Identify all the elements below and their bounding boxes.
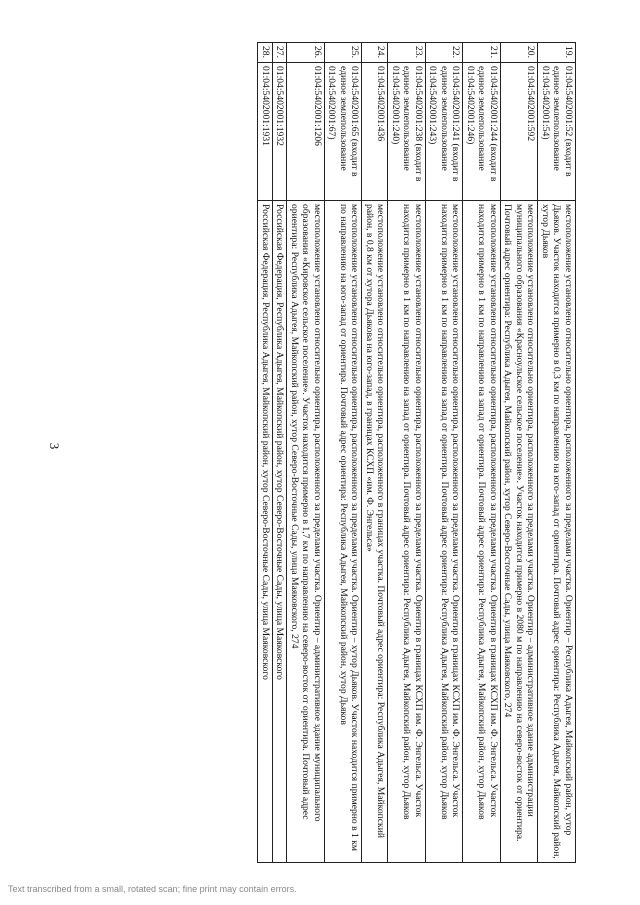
- cadastral-number: 01:04:5402001:1932: [273, 63, 288, 201]
- cadastral-number: 01:04:5402001:65 (входит в единое землепользование 01:04:5402001:67): [325, 63, 363, 201]
- table-row: [501, 43, 539, 863]
- registry-table-wrapper: [68, 42, 576, 862]
- cadastral-number: 01:04:5402001:1206: [287, 63, 325, 201]
- location-description: местоположение установлено относительно ориентира, расположенного за пределами участка. Ориентир – Республика Адыгея, Майкопский район, хутор Дьяков. Участок находится примерно в 0,3 км по направлению на юго-запад от ориентира. Почтовый адрес ориентира: Республика Адыгея, Майкопский район, хутор Дьяков: [538, 201, 576, 863]
- cadastral-number: 01:04:5402001:436: [362, 63, 388, 201]
- row-number: 25.: [325, 43, 363, 63]
- cadastral-number: 01:04:5402001:244 (входит в единое землепользование 01:04:5402001:246): [463, 63, 501, 201]
- row-number: 24.: [362, 43, 388, 63]
- table-row: [426, 43, 464, 863]
- location-description: местоположение установлено относительно ориентира, расположенного за пределами участка. Ориентир – административное здание муниципального образования «Кировское сельское поселение». Участок находится примерно в 1,7 км по направлению на северо-восток от ориентира. Почтовый адрес ориентира: Республика Адыгея, Майкопский район, хутор Северо-Восточные Сады, улица Маяковского, 274: [287, 201, 325, 863]
- page-number: 3: [47, 442, 62, 450]
- row-number: 26.: [287, 43, 325, 63]
- location-description: местоположение установлено относительно ориентира, расположенного за пределами участка. Ориентир в границах КСХП им. Ф. Энгельса. Участок находится примерно в 1 км по направлению на запад от ориентира. Почтовый адрес ориентира: Республика Адыгея, Майкопский район, хутор Дьяков: [463, 201, 501, 863]
- cadastral-number: 01:04:5402001:238 (входит в единое землепользование 01:04:5402001:240): [388, 63, 426, 201]
- row-number: 19.: [538, 43, 576, 63]
- row-number: 22.: [426, 43, 464, 63]
- location-description: Российская Федерация, Республика Адыгея, Майкопский район, хутор Северо-Восточные Сады, улица Маяковского: [258, 201, 273, 863]
- table-row: [362, 43, 388, 863]
- row-number: 20.: [501, 43, 539, 63]
- row-number: 27.: [273, 43, 288, 63]
- cadastral-number: 01:04:5402001:241 (входит в единое землепользование 01:04:5402001:243): [426, 63, 464, 201]
- row-number: 23.: [388, 43, 426, 63]
- table-row: [463, 43, 501, 863]
- location-description: местоположение установлено относительно ориентира, расположенного за пределами участка. Ориентир – административное здание администрации муниципального образования «Красноульское сельское поселение». Участок находится примерно в 2080 м по направлению на северо-восток от ориентира. Почтовый адрес ориентира: Республика Адыгея, Майкопский район, хутор Северо-Восточные Сады, улица Маяковского, 274: [501, 201, 539, 863]
- cadastral-number: 01:04:5402001:1931: [258, 63, 273, 201]
- table-row: [325, 43, 363, 863]
- table-row: [273, 43, 288, 863]
- location-description: Российская Федерация, Республика Адыгея, Майкопский район, хутор Северо-Восточные Сады, улица Маяковского: [273, 201, 288, 863]
- land-plot-registry-table: [258, 42, 577, 863]
- cadastral-number: 01:04:5402001:52 (входит в единое землепользование 01:04:5402001:54): [538, 63, 576, 201]
- table-row: [287, 43, 325, 863]
- table-row: [538, 43, 576, 863]
- row-number: 28.: [258, 43, 273, 63]
- cadastral-number: 01:04:5402001:592: [501, 63, 539, 201]
- location-description: местоположение установлено относительно ориентира, расположенного за пределами участка. Ориентир в границах КСХП им. Ф. Энгельса. Участок находится примерно в 1 км по направлению на запад от ориентира. Почтовый адрес ориентира: Республика Адыгея, Майкопский район, хутор Дьяков: [388, 201, 426, 863]
- table-row: [258, 43, 273, 863]
- location-description: местоположение установлено относительно ориентира, расположенного за пределами участка. Ориентир в границах КСХП им. Ф. Энгельса. Участок находится примерно в 1 км по направлению на запад от ориентира. Почтовый адрес ориентира: Республика Адыгея, Майкопский район, хутор Дьяков: [426, 201, 464, 863]
- location-description: местоположение установлено относительно ориентира, расположенного в границах участка. Почтовый адрес ориентира: Республика Адыгея, Майкопский район, в 0,8 км от хутора Дьякова на юго-запад, в границах КСХП «им. Ф. Энгельса»: [362, 201, 388, 863]
- transcription-notice: Text transcribed from a small, rotated scan; fine print may contain errors.: [8, 884, 297, 894]
- location-description: местоположение установлено относительно ориентира, расположенного за пределами участка. Ориентир – хутор Дьяков. Участок находится примерно в 1 км по направлению на юго-запад от ориентира. Почтовый адрес ориентира: Республика Адыгея, Майкопский район, хутор Дьяков: [325, 201, 363, 863]
- row-number: 21.: [463, 43, 501, 63]
- table-row: [388, 43, 426, 863]
